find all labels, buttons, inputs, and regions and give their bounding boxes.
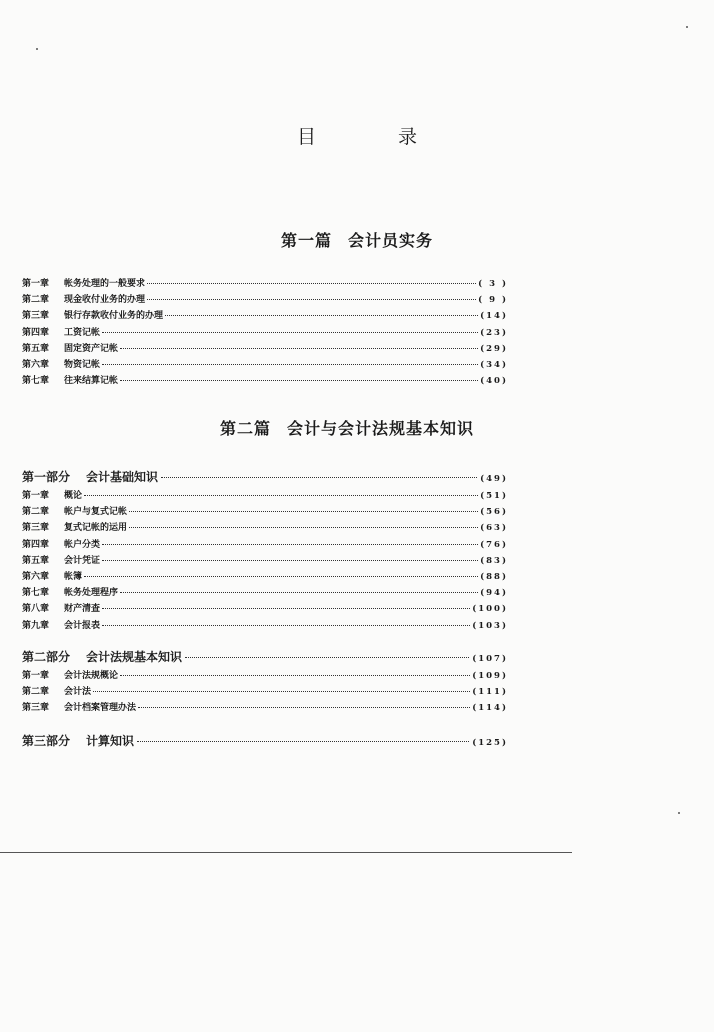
toc-entry[interactable] bbox=[22, 618, 508, 634]
chapter-number: 第一章 bbox=[22, 279, 50, 289]
dot-leader bbox=[93, 691, 470, 692]
section-number: 第三部分 bbox=[22, 734, 71, 748]
page-number: (125) bbox=[472, 738, 508, 748]
scan-edge-line bbox=[0, 852, 572, 853]
chapter-title: 物资记帐 bbox=[64, 359, 101, 370]
chapter-number: 第八章 bbox=[22, 604, 50, 615]
page-number: (56) bbox=[480, 507, 508, 518]
dot-leader bbox=[120, 348, 478, 349]
chapter-number: 第五章 bbox=[22, 343, 50, 354]
toc-entry[interactable] bbox=[22, 700, 508, 716]
chapter-number: 第二章 bbox=[22, 295, 50, 306]
page-number: (49) bbox=[480, 474, 508, 484]
chapter-number: 第三章 bbox=[22, 311, 50, 322]
chapter-title: 财产清查 bbox=[64, 604, 101, 615]
part2-section-2 bbox=[22, 648, 508, 717]
dot-leader bbox=[138, 707, 470, 708]
dot-leader bbox=[120, 592, 478, 593]
chapter-number: 第六章 bbox=[22, 571, 50, 582]
toc-entry[interactable] bbox=[22, 341, 508, 357]
part2-section-1 bbox=[22, 468, 508, 634]
part2-heading-num: 第二篇 bbox=[219, 419, 271, 438]
page-number: (114) bbox=[472, 703, 508, 714]
section-entry[interactable] bbox=[22, 648, 508, 668]
chapter-title: 概论 bbox=[64, 491, 83, 501]
chapter-title: 银行存款收付业务的办理 bbox=[64, 311, 164, 322]
section-title: 会计法规基本知识 bbox=[86, 650, 183, 664]
chapter-title: 会计报表 bbox=[64, 620, 101, 631]
dot-leader bbox=[102, 608, 470, 609]
page-number: (63) bbox=[480, 523, 508, 534]
page-number: (109) bbox=[472, 671, 508, 681]
dot-leader bbox=[102, 544, 478, 545]
chapter-number: 第四章 bbox=[22, 539, 50, 550]
scan-speck bbox=[678, 812, 680, 814]
dot-leader bbox=[102, 560, 478, 561]
part1-heading-num: 第一篇 bbox=[280, 231, 332, 250]
toc-entry[interactable] bbox=[22, 292, 508, 308]
dot-leader bbox=[147, 299, 476, 300]
chapter-title: 帐户与复式记帐 bbox=[64, 507, 128, 518]
dot-leader bbox=[161, 477, 477, 478]
dot-leader bbox=[129, 511, 478, 512]
dot-leader bbox=[120, 675, 470, 676]
part1-heading-title: 会计员实务 bbox=[348, 231, 434, 250]
toc-entry[interactable] bbox=[22, 276, 508, 292]
chapter-title: 帐务处理的一般要求 bbox=[64, 279, 146, 289]
toc-entry[interactable] bbox=[22, 357, 508, 373]
section-entry[interactable] bbox=[22, 468, 508, 488]
toc-entry[interactable] bbox=[22, 585, 508, 601]
page-number: (76) bbox=[480, 539, 508, 550]
page-number: (103) bbox=[472, 620, 508, 631]
chapter-title: 现金收付业务的办理 bbox=[64, 295, 146, 306]
chapter-number: 第一章 bbox=[22, 671, 50, 681]
toc-entry[interactable] bbox=[22, 553, 508, 569]
toc-entry[interactable] bbox=[22, 601, 508, 617]
page-number: (83) bbox=[480, 555, 508, 566]
page-number: ( 9 ) bbox=[478, 295, 508, 306]
chapter-title: 固定资产记帐 bbox=[64, 343, 119, 354]
chapter-title: 会计法 bbox=[64, 687, 92, 698]
dot-leader bbox=[102, 364, 478, 365]
page-number: (40) bbox=[480, 376, 508, 387]
chapter-title: 帐务处理程序 bbox=[64, 588, 119, 599]
chapter-number: 第六章 bbox=[22, 359, 50, 370]
dot-leader bbox=[84, 495, 478, 496]
chapter-title: 会计档案管理办法 bbox=[64, 703, 137, 714]
toc-entry[interactable] bbox=[22, 684, 508, 700]
chapter-number: 第一章 bbox=[22, 491, 50, 501]
chapter-number: 第三章 bbox=[22, 523, 50, 534]
chapter-number: 第二章 bbox=[22, 687, 50, 698]
section-number: 第一部分 bbox=[22, 470, 71, 484]
section-title: 会计基础知识 bbox=[86, 470, 159, 484]
page-number: (29) bbox=[480, 343, 508, 354]
chapter-number: 第九章 bbox=[22, 620, 50, 631]
page-number: (14) bbox=[480, 311, 508, 322]
dot-leader bbox=[185, 657, 469, 658]
chapter-title: 复式记帐的运用 bbox=[64, 523, 128, 534]
chapter-title: 帐户分类 bbox=[64, 539, 101, 550]
page-number: (34) bbox=[480, 359, 508, 370]
toc-entry[interactable] bbox=[22, 504, 508, 520]
page-number: ( 3 ) bbox=[478, 279, 508, 289]
chapter-title: 帐簿 bbox=[64, 571, 83, 582]
chapter-title: 往来结算记帐 bbox=[64, 376, 119, 387]
section-entry[interactable] bbox=[22, 732, 508, 752]
toc-entry[interactable] bbox=[22, 308, 508, 324]
page-number: (111) bbox=[472, 687, 508, 698]
chapter-number: 第四章 bbox=[22, 327, 50, 338]
section-title: 计算知识 bbox=[86, 734, 135, 748]
dot-leader bbox=[102, 625, 470, 626]
toc-entry[interactable] bbox=[22, 569, 508, 585]
dot-leader bbox=[129, 527, 478, 528]
page-number: (94) bbox=[480, 588, 508, 599]
toc-title: 目 录 bbox=[296, 126, 456, 148]
chapter-number: 第三章 bbox=[22, 703, 50, 714]
chapter-number: 第七章 bbox=[22, 376, 50, 387]
dot-leader bbox=[102, 332, 478, 333]
part1-heading bbox=[0, 228, 714, 251]
scan-speck bbox=[36, 48, 38, 50]
dot-leader bbox=[84, 576, 478, 577]
dot-leader bbox=[165, 315, 478, 316]
chapter-number: 第五章 bbox=[22, 555, 50, 566]
chapter-title: 工资记帐 bbox=[64, 327, 101, 338]
scan-speck bbox=[686, 26, 688, 28]
chapter-number: 第七章 bbox=[22, 588, 50, 599]
dot-leader bbox=[147, 283, 476, 284]
toc-entry[interactable] bbox=[22, 520, 508, 536]
part2-heading-title: 会计与会计法规基本知识 bbox=[287, 419, 475, 438]
toc-entry[interactable] bbox=[22, 325, 508, 341]
dot-leader bbox=[137, 741, 469, 742]
part2-heading bbox=[0, 416, 704, 439]
dot-leader bbox=[120, 380, 478, 381]
toc-entry[interactable] bbox=[22, 373, 508, 389]
chapter-number: 第二章 bbox=[22, 507, 50, 518]
page-number: (100) bbox=[472, 604, 508, 615]
part1-chapter-list bbox=[22, 276, 508, 389]
toc-entry[interactable] bbox=[22, 488, 508, 504]
page-number: (107) bbox=[472, 654, 508, 664]
page-number: (23) bbox=[480, 327, 508, 338]
part2-section-3 bbox=[22, 732, 508, 752]
chapter-title: 会计法规概论 bbox=[64, 671, 119, 681]
chapter-title: 会计凭证 bbox=[64, 555, 101, 566]
page-number: (51) bbox=[480, 491, 508, 501]
page-number: (88) bbox=[480, 571, 508, 582]
toc-entry[interactable] bbox=[22, 668, 508, 684]
toc-entry[interactable] bbox=[22, 537, 508, 553]
section-number: 第二部分 bbox=[22, 650, 71, 664]
